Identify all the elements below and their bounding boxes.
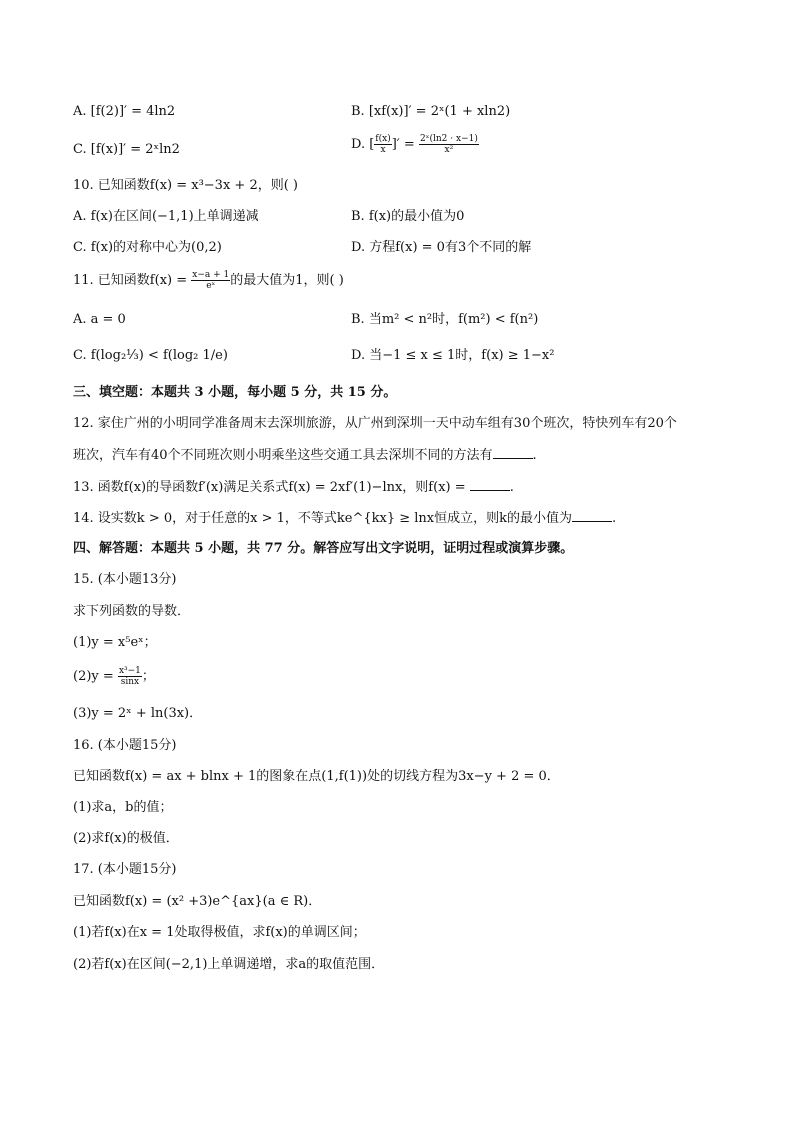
q11-option-b: B. 当m² < n²时，f(m²) < f(n²) <box>351 312 539 327</box>
q14 <box>73 509 616 528</box>
q17-part-1: (1)若f(x)在x = 1处取得极值，求f(x)的单调区间； <box>73 925 366 940</box>
q15-part-1: (1)y = x⁵eˣ； <box>73 635 157 650</box>
q13-text: 13. 函数f(x)的导函数f′(x)满足关系式f(x) = 2xf′(1)−lnx，则f(x) = <box>73 480 466 495</box>
q10-option-b: B. f(x)的最小值为0 <box>351 209 465 224</box>
q9-d-label: D. [ <box>351 137 375 152</box>
q15-intro: 求下列函数的导数． <box>73 604 191 619</box>
q15-p2-den: sinx <box>120 677 140 687</box>
q9-d-fraction <box>374 134 391 155</box>
q9-d-mid: ]′ = <box>391 137 415 152</box>
q13 <box>73 478 514 497</box>
q11-option-a: A. a = 0 <box>73 312 126 327</box>
q11-frac-num: x−a + 1 <box>192 270 230 280</box>
q11-stem-pre: 11. 已知函数f(x) = <box>73 273 188 288</box>
q14-end: . <box>611 511 617 526</box>
q10-option-a: A. f(x)在区间(−1,1)上单调递减 <box>73 209 259 224</box>
q16-intro: 已知函数f(x) = ax + blnx + 1的图象在点(1,f(1))处的切线方程为3x−y + 2 = 0． <box>73 769 560 784</box>
q13-end: . <box>509 480 514 495</box>
q13-answer-blank <box>470 478 510 491</box>
q12-end: . <box>532 448 537 463</box>
q9-option-d <box>351 134 479 155</box>
q15-p2-pre: (2)y = <box>73 669 114 684</box>
q11-stem <box>73 270 344 291</box>
q10-option-d: D. 方程f(x) = 0有3个不同的解 <box>351 240 532 255</box>
q11-fraction <box>191 270 230 291</box>
q10-stem: 10. 已知函数f(x) = x³−3x + 2，则( ) <box>73 178 298 193</box>
q16-heading: 16. (本小题15分) <box>73 738 177 753</box>
q17-heading: 17. (本小题15分) <box>73 862 177 877</box>
q11-option-c: C. f(log₂⅓) < f(log₂ 1/e) <box>73 348 228 363</box>
q9-option-c: C. [f(x)]′ = 2ˣln2 <box>73 142 180 157</box>
q12-text: 班次，汽车有40个不同班次则小明乘坐这些交通工具去深圳不同的方法有 <box>73 448 493 463</box>
q11-option-d: D. 当−1 ≤ x ≤ 1时，f(x) ≥ 1−x² <box>351 348 555 363</box>
q15-p2-post: ； <box>141 669 155 684</box>
q15-heading: 15. (本小题13分) <box>73 572 177 587</box>
q11-frac-den: eˣ <box>206 281 216 291</box>
q16-part-2: (2)求f(x)的极值． <box>73 831 179 846</box>
q12-line-1: 12. 家住广州的小明同学准备周末去深圳旅游，从广州到深圳一天中动车组有30个班次，特快列车有20个 <box>73 416 677 431</box>
q17-part-2: (2)若f(x)在区间(−2,1)上单调递增，求a的取值范围． <box>73 957 385 972</box>
q10-option-c: C. f(x)的对称中心为(0,2) <box>73 240 222 255</box>
q12-line-2 <box>73 446 537 465</box>
q9-d-frac-num: f(x) <box>375 134 391 144</box>
q9-d-rhs-fraction <box>419 134 479 155</box>
q9-option-b: B. [xf(x)]′ = 2ˣ(1 + xln2) <box>351 104 511 119</box>
q14-text: 14. 设实数k > 0，对于任意的x > 1，不等式ke^{kx} ≥ lnx恒成立，则k的最小值为 <box>73 511 572 526</box>
q11-stem-post: 的最大值为1，则( ) <box>230 273 344 288</box>
q9-d-rhs-den: x² <box>444 145 454 155</box>
q16-part-1: (1)求a，b的值； <box>73 800 173 815</box>
q15-p2-num: x³−1 <box>118 666 141 676</box>
q17-intro: 已知函数f(x) = (x² +3)e^{ax}(a ∈ R)． <box>73 894 322 909</box>
q15-p2-fraction <box>118 666 142 687</box>
q9-option-a: A. [f(2)]′ = 4ln2 <box>73 104 176 119</box>
q9-d-frac-den: x <box>380 145 386 155</box>
section-3-heading: 三、填空题：本题共 3 小题，每小题 5 分，共 15 分。 <box>73 385 397 400</box>
q12-answer-blank <box>493 446 533 459</box>
q9-d-rhs-num: 2ˣ(ln2 · x−1) <box>419 134 478 144</box>
q15-part-3: (3)y = 2ˣ + ln(3x)． <box>73 706 203 721</box>
q15-part-2 <box>73 666 155 687</box>
q14-answer-blank <box>572 509 612 522</box>
section-4-heading: 四、解答题：本题共 5 小题，共 77 分。解答应写出文字说明，证明过程或演算步骤。 <box>73 541 574 556</box>
